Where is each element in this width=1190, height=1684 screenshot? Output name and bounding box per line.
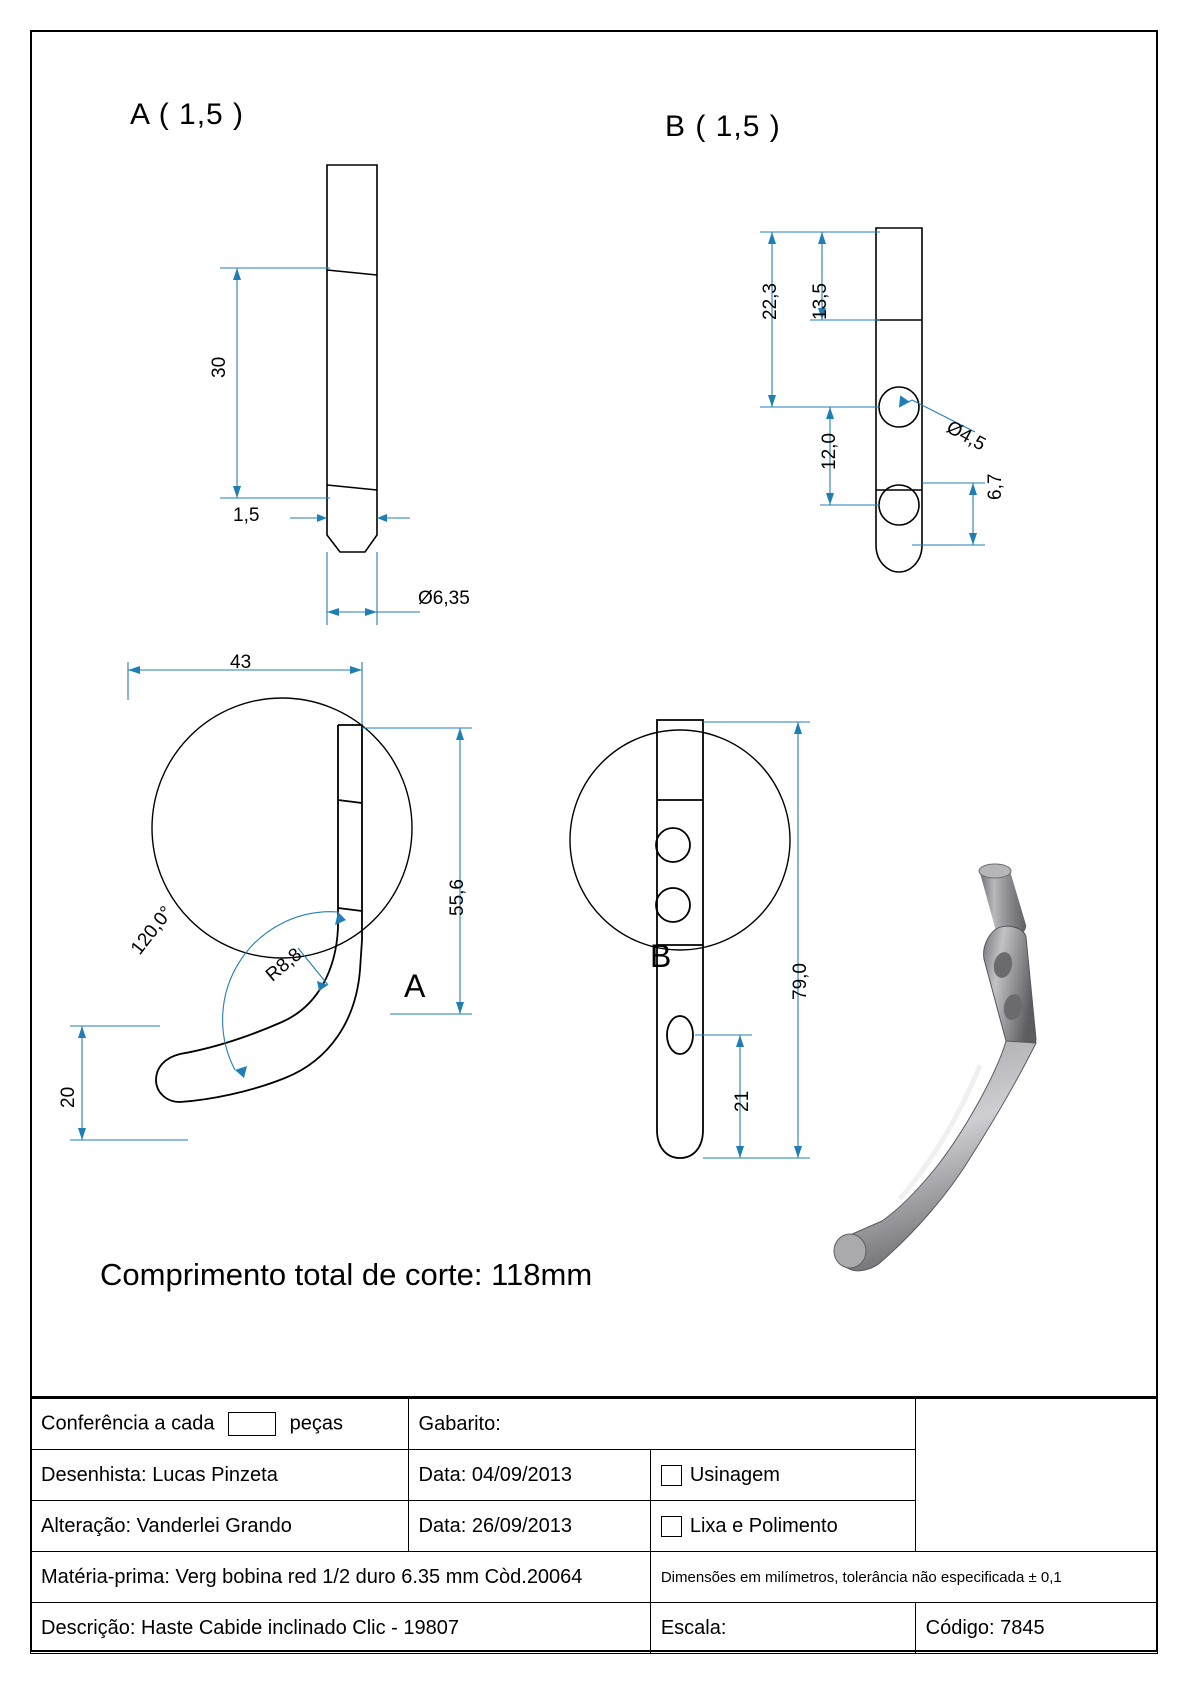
drafter-date-cell (408, 1450, 650, 1501)
dim-detail-a-1-5: 1,5 (233, 505, 260, 526)
code-cell (915, 1603, 1157, 1654)
detail-b-title: B ( 1,5 ) (665, 110, 781, 143)
gabarito-label: Gabarito: (418, 1412, 501, 1435)
change-date-cell (408, 1501, 650, 1552)
change-date-label: Data: (418, 1514, 467, 1537)
lixa-polimento-label: Lixa e Polimento (689, 1514, 838, 1537)
conference-label: Conferência a cada (41, 1412, 215, 1435)
dim-detail-b-12-0: 12,0 (819, 433, 840, 470)
drafter-value: Lucas Pinzeta (152, 1463, 278, 1486)
dim-detail-b-13-5: 13,5 (810, 283, 831, 320)
option-usinagem-cell[interactable] (650, 1450, 915, 1501)
change-date-value: 26/09/2013 (471, 1514, 573, 1537)
title-block (30, 1396, 1158, 1652)
title-block-empty-cell (915, 1399, 1157, 1552)
total-cut-length-note: Comprimento total de corte: 118mm (100, 1257, 593, 1292)
conference-cell (31, 1399, 409, 1450)
scale-label: Escala: (660, 1616, 727, 1639)
change-label: Alteração: (41, 1514, 132, 1537)
material-cell (31, 1552, 651, 1603)
gabarito-cell[interactable] (408, 1399, 915, 1450)
dim-front-55-6: 55,6 (447, 879, 468, 916)
tolerance-note-cell: Dimensões em milímetros, tolerância não especificada ± 0,1 (650, 1552, 1157, 1603)
drafter-label: Desenhista: (41, 1463, 147, 1486)
dim-front-angle-120: 120,0° (127, 902, 178, 959)
dim-side-79-0: 79,0 (790, 963, 811, 1000)
material-value: Verg bobina red 1/2 duro 6.35 mm Còd.20064 (175, 1565, 583, 1588)
title-block-row-description (31, 1603, 1158, 1654)
dim-front-20: 20 (58, 1086, 79, 1108)
option-lixa-cell[interactable] (650, 1501, 915, 1552)
section-letter-b: B (650, 938, 672, 974)
dim-detail-b-22-3: 22,3 (760, 283, 781, 320)
title-block-row-material (31, 1552, 1158, 1603)
detail-b-drawing (730, 200, 1070, 620)
side-view-drawing (560, 690, 830, 1180)
dim-detail-b-6-7: 6,7 (985, 473, 1006, 500)
detail-a-drawing (180, 140, 540, 660)
dim-front-r8-8: R8,8 (262, 944, 307, 987)
change-value: Vanderlei Grando (136, 1514, 292, 1537)
dim-detail-b-dia-4-5: Ø4,5 (942, 417, 990, 456)
title-block-row-conference (31, 1399, 1158, 1450)
description-value: Haste Cabide inclinado Clic - 19807 (141, 1616, 460, 1639)
usinagem-label: Usinagem (689, 1463, 780, 1486)
code-label: Código: (925, 1616, 995, 1639)
conference-suffix: peças (289, 1412, 343, 1435)
scale-cell (650, 1603, 915, 1654)
part-3d-render (830, 855, 1080, 1325)
drafter-date-label: Data: (418, 1463, 467, 1486)
detail-a-title: A ( 1,5 ) (130, 98, 245, 131)
description-label: Descrição: (41, 1616, 136, 1639)
dim-detail-a-dia-6-35: Ø6,35 (418, 588, 470, 609)
lixa-polimento-checkbox[interactable] (661, 1516, 682, 1537)
drafter-date-value: 04/09/2013 (471, 1463, 573, 1486)
code-value: 7845 (1000, 1616, 1045, 1639)
section-letter-a: A (404, 968, 426, 1004)
change-cell (31, 1501, 409, 1552)
usinagem-checkbox[interactable] (661, 1465, 682, 1486)
drafter-cell (31, 1450, 409, 1501)
material-label: Matéria-prima: (41, 1565, 170, 1588)
dim-front-43: 43 (230, 652, 252, 673)
conference-input[interactable] (228, 1412, 276, 1436)
dim-side-21: 21 (732, 1090, 753, 1112)
dim-detail-a-30: 30 (209, 356, 230, 378)
description-cell (31, 1603, 651, 1654)
